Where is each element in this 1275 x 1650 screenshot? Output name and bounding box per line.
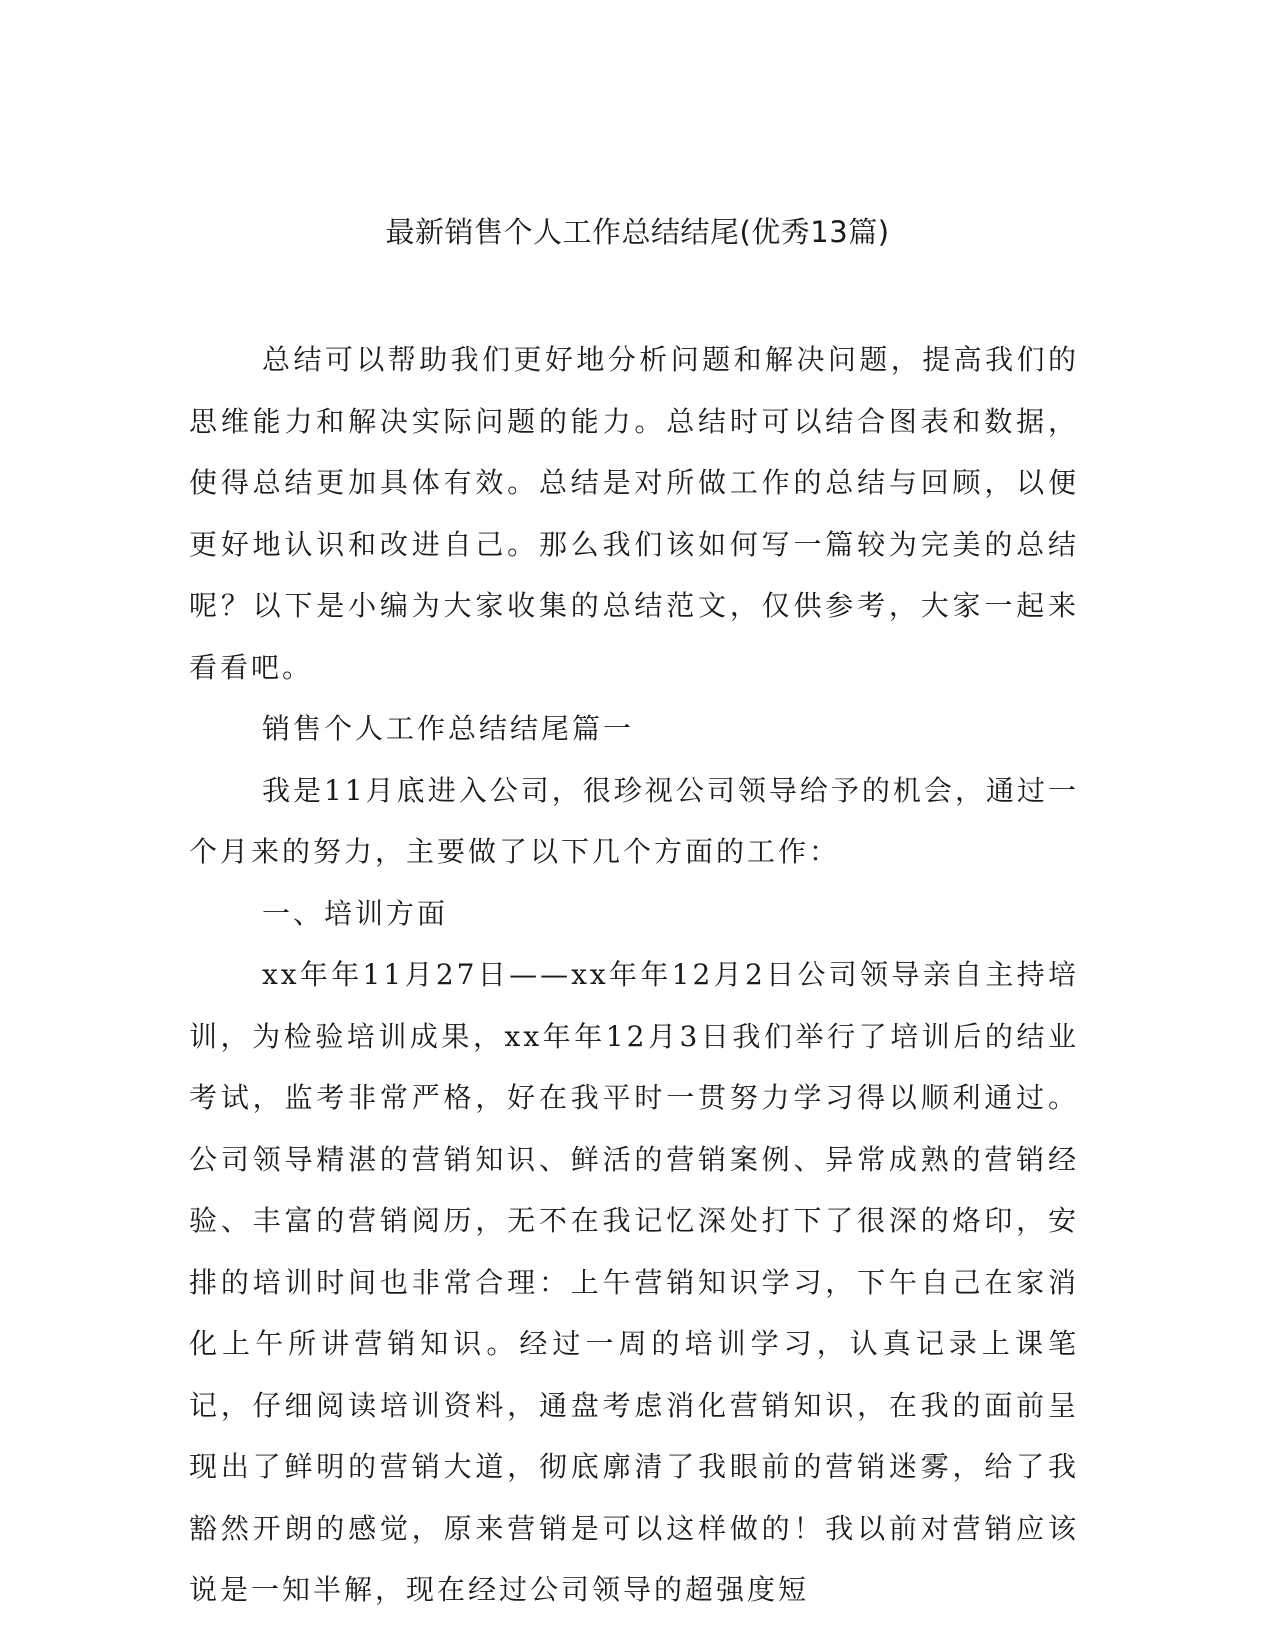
document-body xyxy=(189,329,1079,1621)
body-paragraph: 我是11月底进入公司，很珍视公司领导给予的机会，通过一个月来的努力，主要做了以下几个方面的工作： xyxy=(189,773,1079,868)
document-title: 最新销售个人工作总结结尾(优秀13篇) xyxy=(385,215,890,249)
intro-paragraph: 总结可以帮助我们更好地分析问题和解决问题，提高我们的思维能力和解决实际问题的能力。总结时可以结合图表和数据，使得总结更加具体有效。总结是对所做工作的总结与回顾，以便更好地认识和改进自己。那么我们该如何写一篇较为完美的总结呢？以下是小编为大家收集的总结范文，仅供参考，大家一起来看看吧。 xyxy=(189,343,1079,684)
body-paragraph: xx年年11月27日——xx年年12月2日公司领导亲自主持培训，为检验培训成果，xx年年12月3日我们举行了培训后的结业考试，监考非常严格，好在我平时一贯努力学习得以顺利通过。公司领导精湛的营销知识、鲜活的营销案例、异常成熟的营销经验、丰富的营销阅历，无不在我记忆深处打下了很深的烙印，安排的培训时间也非常合理：上午营销知识学习，下午自己在家消化上午所讲营销知识。经过一周的培训学习，认真记录上课笔记，仔细阅读培训资料，通盘考虑消化营销知识，在我的面前呈现出了鲜明的营销大道，彻底廓清了我眼前的营销迷雾，给了我豁然开朗的感觉，原来营销是可以这样做的！我以前对营销应该说是一知半解，现在经过公司领导的超强度短 xyxy=(189,958,1079,1606)
subsection-heading-training: 一、培训方面 xyxy=(262,896,449,930)
section-heading-part-one: 销售个人工作总结结尾篇一 xyxy=(262,712,635,745)
